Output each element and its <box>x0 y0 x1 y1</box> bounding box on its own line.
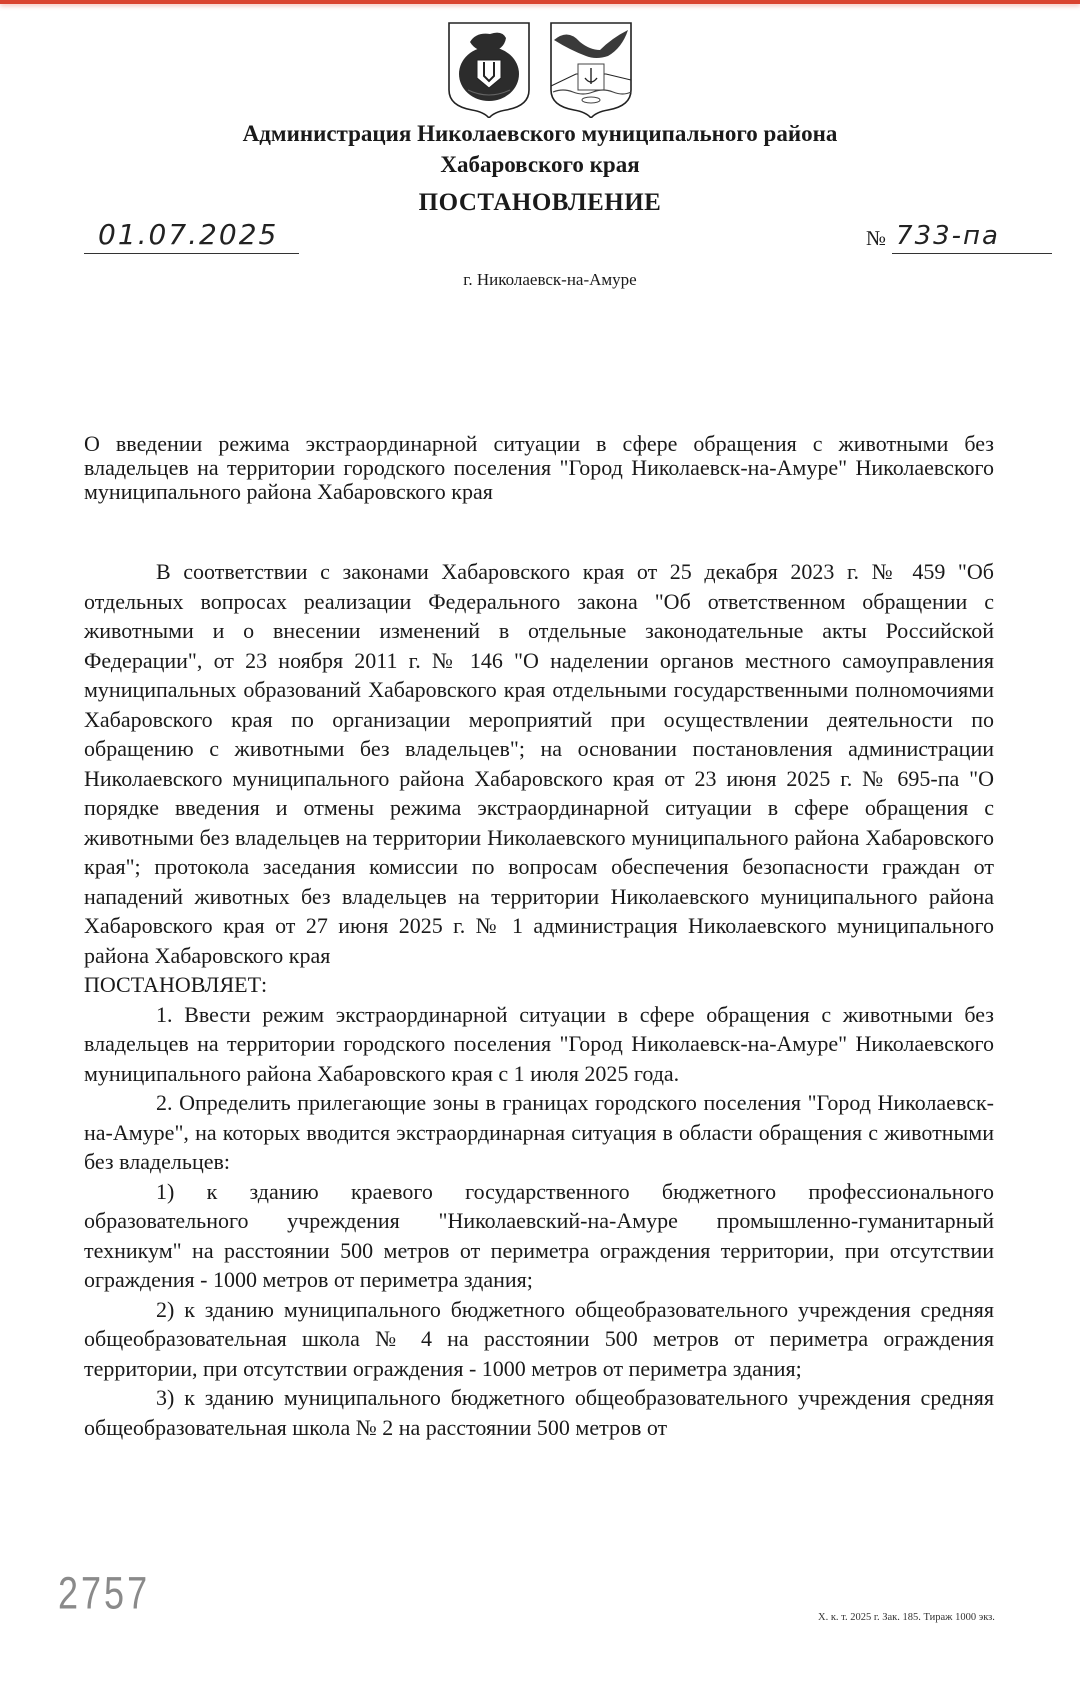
document-number <box>866 220 1052 254</box>
document-body <box>84 557 994 1442</box>
number-sign: № <box>866 226 887 250</box>
zone-subitem-2: 2) к зданию муниципального бюджетного общеобразовательного учреждения средняя общеобразовательная школа № 4 на расстоянии 500 метров от периметра ограждения территории, при отсутствии ограждения - 1000 метров от периметра здания; <box>84 1296 994 1381</box>
organization-name <box>0 118 1080 180</box>
khabarovsk-coat-of-arms-icon <box>446 20 532 118</box>
top-accent-bar <box>0 0 1080 4</box>
decree-word: ПОСТАНОВЛЯЕТ: <box>84 972 268 997</box>
nikolaevsky-coat-of-arms-icon <box>548 20 634 118</box>
document-number-value: 733-па <box>892 220 1052 254</box>
zone-subitem-1: 1) к зданию краевого государственного бюджетного профессионального образовательного учреждения "Николаевский-на-Амуре промышленно-гуманитарный техникум" на расстоянии 500 метров от периметра ограждения территории, при отсутствии ограждения - 1000 метров от периметра здания; <box>84 1178 994 1292</box>
zone-subitem-3: 3) к зданию муниципального бюджетного общеобразовательного учреждения средняя общеобразовательная школа № 2 на расстоянии 500 метров от <box>84 1385 994 1440</box>
registration-stamp-number: 2757 <box>58 1567 151 1619</box>
decree-item-1: 1. Ввести режим экстраординарной ситуации в сфере обращения с животными без владельцев на территории городского поселения "Город Николаевск-на-Амуре" Николаевского муниципального района Хабаровского края с 1 июля 2025 года. <box>84 1001 994 1086</box>
document-date: 01.07.2025 <box>84 218 299 254</box>
emblems <box>0 20 1080 118</box>
print-info: Х. к. т. 2025 г. Зак. 185. Тираж 1000 экз. <box>818 1612 995 1623</box>
org-line-2: Хабаровского края <box>440 152 640 177</box>
document-type-title: ПОСТАНОВЛЕНИЕ <box>418 189 662 216</box>
decree-item-2: 2. Определить прилегающие зоны в границах городского поселения "Город Николаевск-на-Амуре", на которых вводится экстраординарная ситуация в области обращения с животными без владельцев: <box>84 1090 994 1174</box>
preamble-paragraph: В соответствии с законами Хабаровского края от 25 декабря 2023 г. № 459 "Об отдельных вопросах реализации Федерального закона "Об ответственном обращении с животными и о внесении изменений в отдельные законодательные акты Российской Федерации", от 23 ноября 2011 г. № 146 "О наделении органов местного самоуправления муниципальных образований Хабаровского края отдельными государственными полномочиями Хабаровского края по организации мероприятий при осуществлении деятельности по обращению с животными без владельцев"; на основании постановления администрации Николаевского муниципального района Хабаровского края от 23 июня 2025 г. № 695-па "О порядке введения и отмены режима экстраординарной ситуации в сфере обращения с животными без владельцев на территории Николаевского муниципального района Хабаровского края"; протокола заседания комиссии по вопросам обеспечения безопасности граждан от нападений животных без владельцев на территории Николаевского муниципального района Хабаровского края от 27 июня 2025 г. № 1 администрация Николаевского муниципального района Хабаровского края <box>84 559 994 968</box>
document-subject: О введении режима экстраординарной ситуации в сфере обращения с животными без владельцев на территории городского поселения "Город Николаевск-на-Амуре" Николаевского муниципального района Хабаровского края <box>84 431 994 504</box>
org-line-1: Администрация Николаевского муниципального района <box>242 121 838 146</box>
city-name: г. Николаевск-на-Амуре <box>463 270 637 289</box>
